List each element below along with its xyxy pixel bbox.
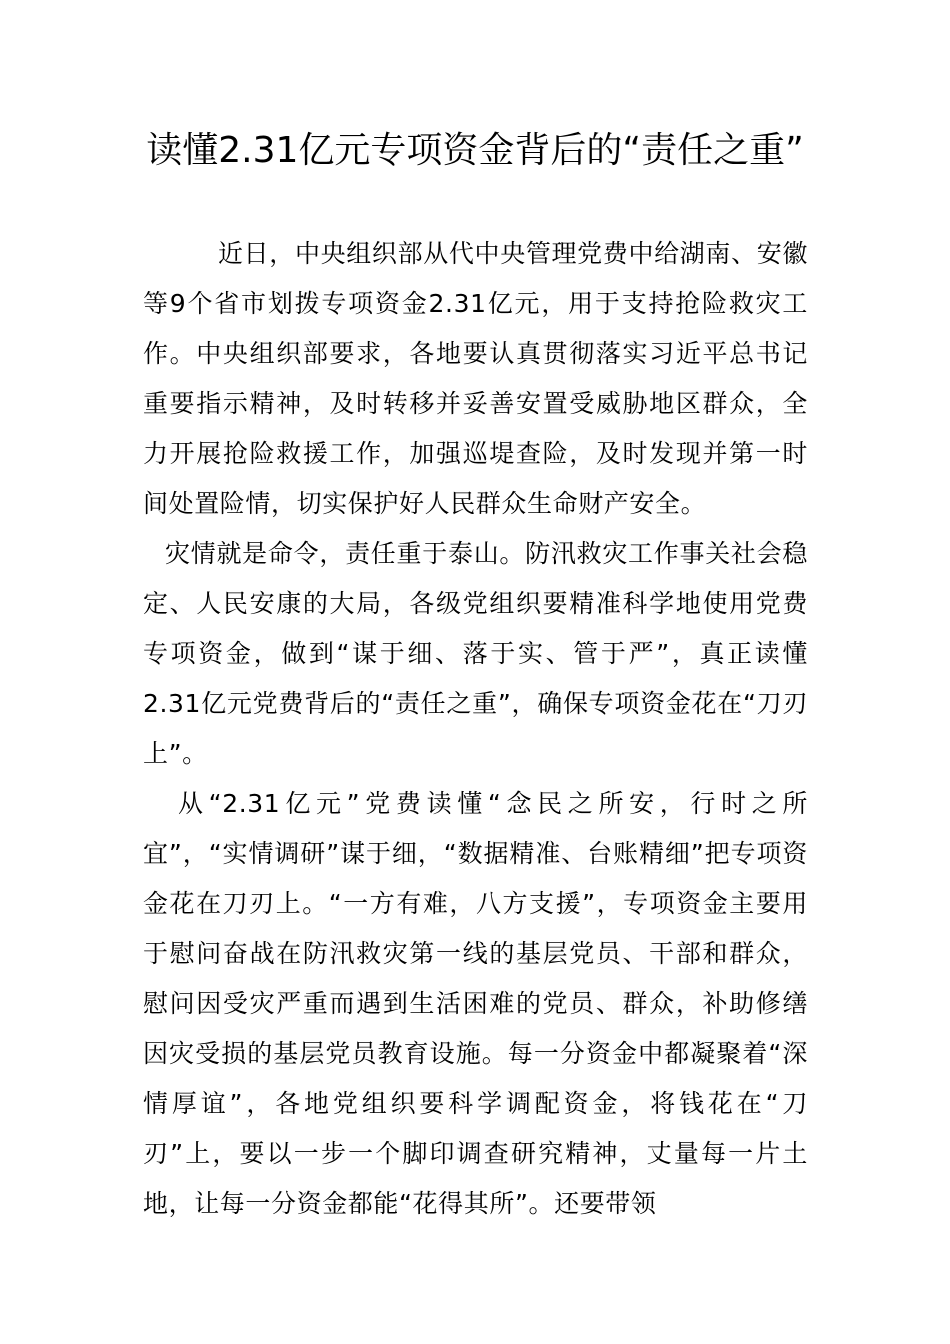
paragraph: 从“2.31亿元”党费读懂“念民之所安，行时之所宜”，“实情调研”谋于细，“数据精准、台账精细”把专项资金花在刀刃上。“一方有难，八方支援”，专项资金主要用于慰问奋战在防汛救灾第一线的基层党员、干部和群众，慰问因受灾严重而遇到生活困难的党员、群众，补助修缮因灾受损的基层党员教育设施。每一分资金中都凝聚着“深情厚谊”，各地党组织要科学调配资金，将钱花在“刀刃”上，要以一步一个脚印调查研究精神，丈量每一片土地，让每一分资金都能“花得其所”。还要带领 — [143, 789, 808, 1218]
paragraph: 近日，中央组织部从代中央管理党费中给湖南、安徽等9个省市划拨专项资金2.31亿元，用于支持抢险救灾工作。中央组织部要求，各地要认真贯彻落实习近平总书记重要指示精神，及时转移并妥善安置受威胁地区群众，全力开展抢险救援工作，加强巡堤查险，及时发现并第一时间处置险情，切实保护好人民群众生命财产安全。 — [143, 239, 808, 518]
document-body — [143, 229, 808, 1229]
paragraph: 灾情就是命令，责任重于泰山。防汛救灾工作事关社会稳定、人民安康的大局，各级党组织要精准科学地使用党费专项资金，做到“谋于细、落于实、管于严”，真正读懂2.31亿元党费背后的“责任之重”，确保专项资金花在“刀刃上”。 — [143, 539, 808, 768]
document-title: 读懂2.31亿元专项资金背后的“责任之重” — [146, 130, 804, 171]
